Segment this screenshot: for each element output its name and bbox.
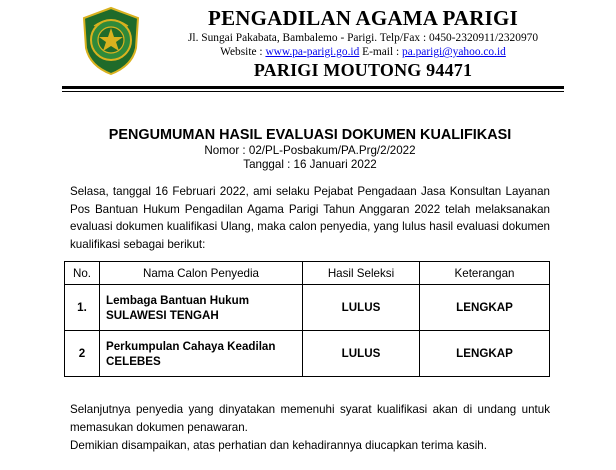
provider-name-line: Perkumpulan Cahaya Keadilan [106,339,276,353]
remarks: LENGKAP [420,285,550,331]
provider-name-line: Lembaga Bantuan Hukum [106,293,250,307]
city-postcode: PARIGI MOUTONG 94471 [253,60,473,80]
contact-line [150,45,576,59]
selection-result: LULUS [303,285,420,331]
announcement-title: PENGUMUMAN HASIL EVALUASI DOKUMEN KUALIFIKASI [108,127,512,143]
remarks: LENGKAP [420,331,550,377]
followup-paragraph: Selanjutnya penyedia yang dinyatakan memenuhi syarat kualifikasi akan di undang untuk memasukan dokumen penawaran. [70,403,550,434]
table-row [65,331,550,377]
table-header-row [65,262,550,285]
court-logo [80,6,142,76]
announcement-date: Tanggal : 16 Januari 2022 [243,158,377,171]
selection-result: LULUS [303,331,420,377]
closing-paragraph: Demikian disampaikan, atas perhatian dan kehadirannya diucapkan terima kasih. [70,439,487,452]
court-name: PENGADILAN AGAMA PARIGI [208,6,518,30]
provider-name [100,285,303,331]
email-link[interactable]: pa.parigi@yahoo.co.id [402,46,506,58]
letterhead [150,6,576,81]
announcement-number: Nomor : 02/PL-Posbakum/PA.Prg/2/2022 [204,144,416,157]
email-label: E-mail : [359,46,403,58]
header-no: No. [65,262,100,285]
intro-paragraph: Selasa, tanggal 16 Februari 2022, ami selaku Pejabat Pengadaan Jasa Konsultan Layanan Pos Bantuan Hukum Pengadilan Agama Parigi Tahun Anggaran 2022 telah melaksanakan evaluasi dokumen kualifikasi Ulang, maka calon penyedia, yang lulus hasil evaluasi dokumen kualifikasi sebagai berikut: [70,185,550,251]
header-selection-result: Hasil Seleksi [303,262,420,285]
website-label: Website : [220,46,266,58]
announcement-heading [60,127,560,172]
row-number: 1. [65,285,100,331]
table-row [65,285,550,331]
website-link[interactable]: www.pa-parigi.go.id [265,46,360,58]
header-provider-name: Nama Calon Penyedia [100,262,303,285]
provider-name-line: SULAWESI TENGAH [106,308,219,322]
letterhead-divider-thin [62,91,564,92]
provider-name-line: CELEBES [106,354,161,368]
evaluation-results-table [64,261,550,377]
court-address: Jl. Sungai Pakabata, Bambalemo - Parigi. Telp/Fax : 0450-2320911/2320970 [187,32,539,44]
letterhead-divider-thick [62,86,564,89]
row-number: 2 [65,331,100,377]
provider-name [100,331,303,377]
header-remarks: Keterangan [420,262,550,285]
